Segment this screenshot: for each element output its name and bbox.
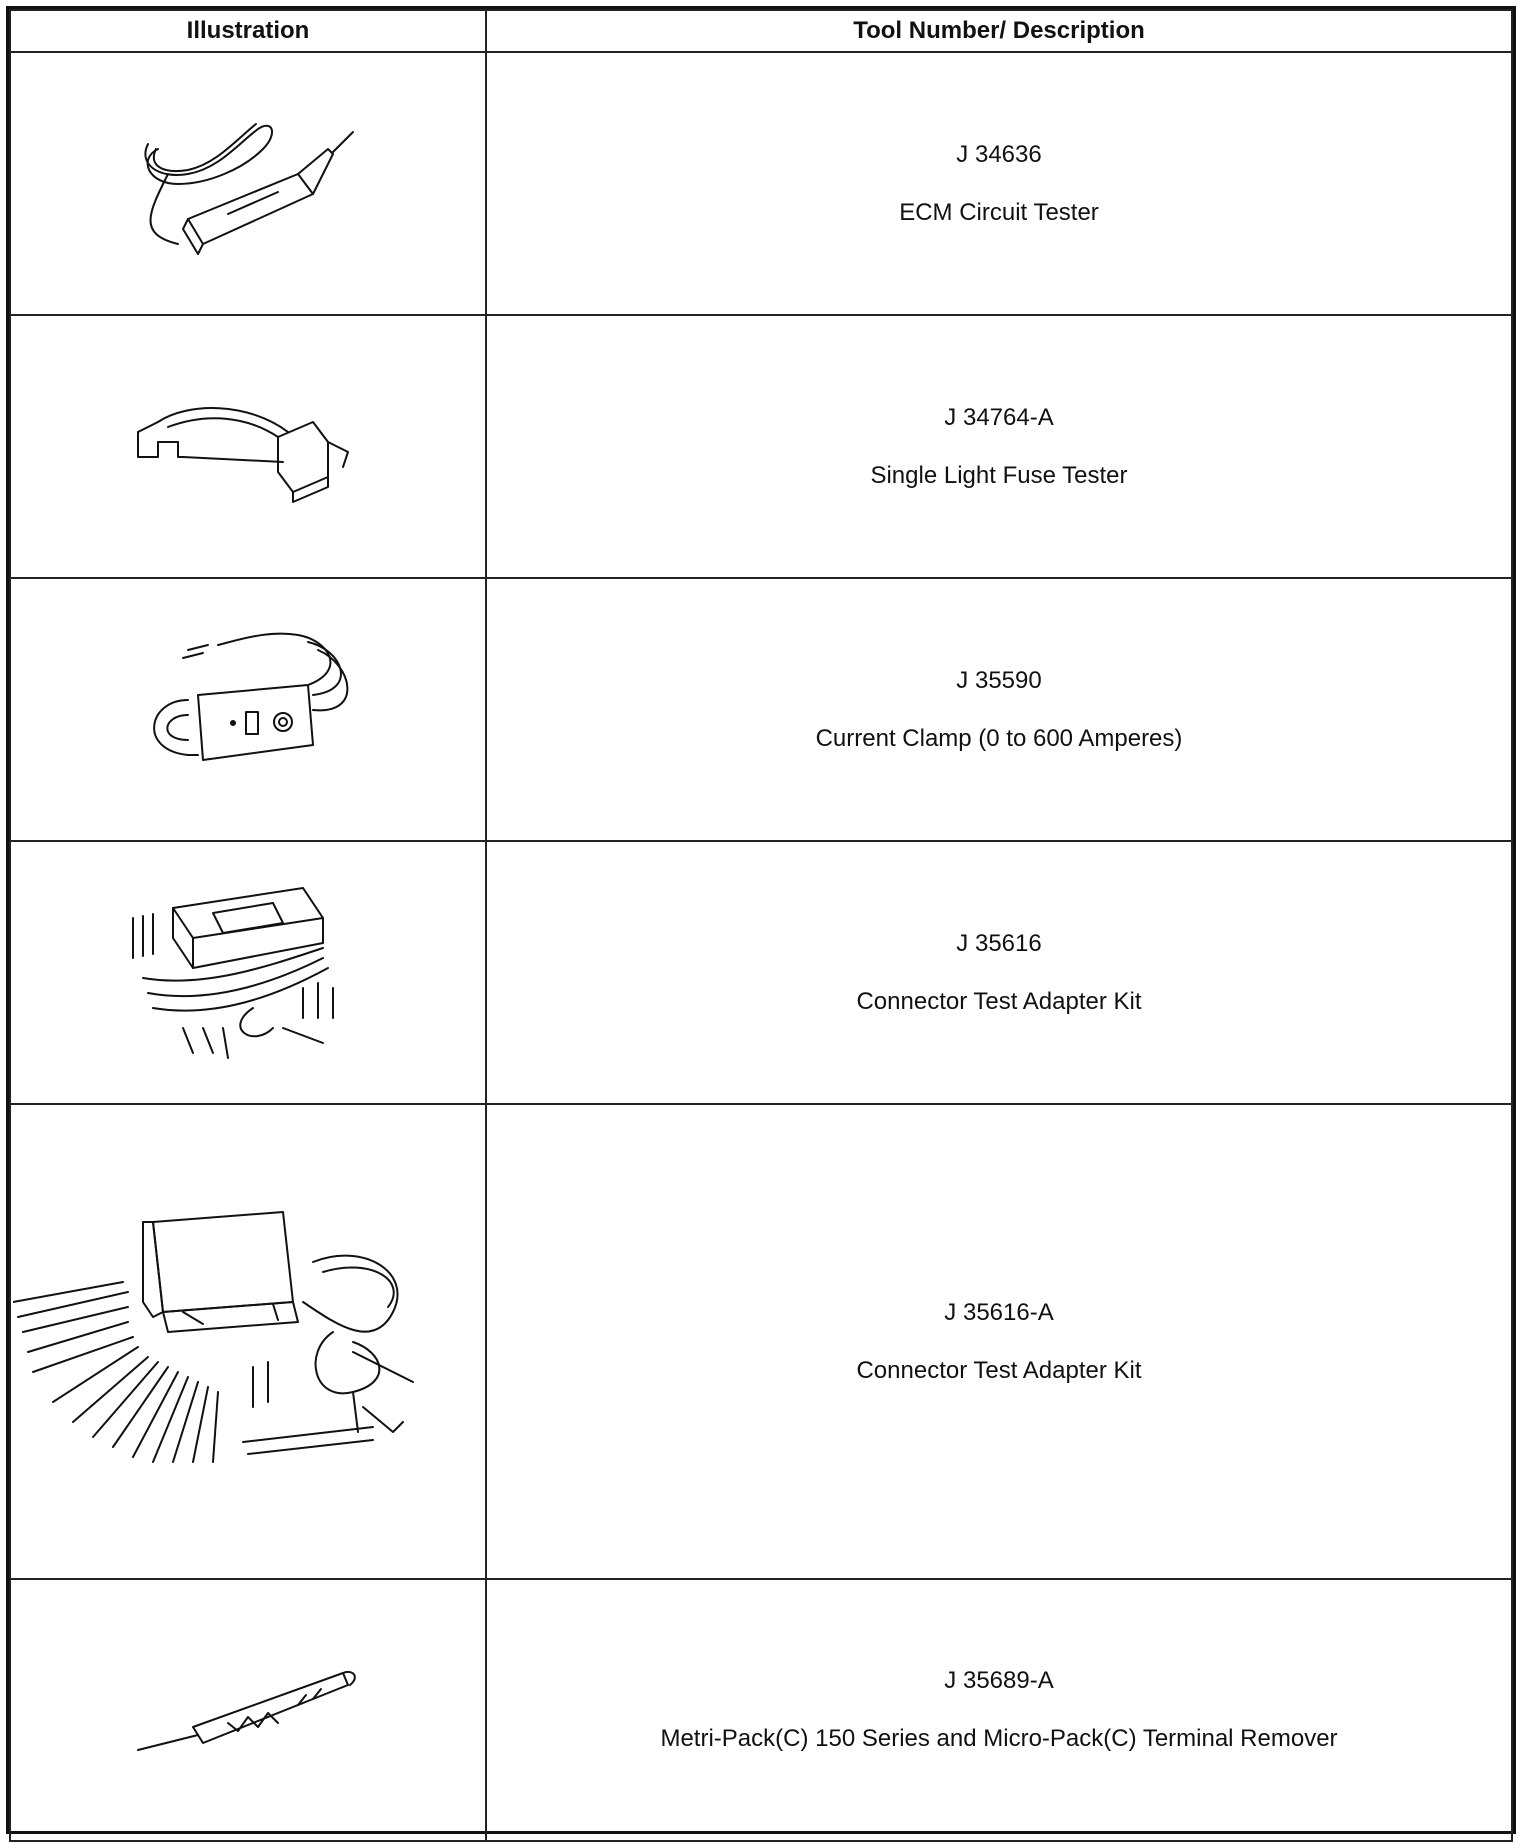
description-cell — [486, 841, 1512, 1104]
description-cell — [486, 1104, 1512, 1579]
tool-description: ECM Circuit Tester — [899, 198, 1099, 226]
tool-number: J 35616-A — [944, 1298, 1054, 1326]
description-cell — [486, 315, 1512, 578]
tool-description: Current Clamp (0 to 600 Amperes) — [815, 724, 1183, 752]
illustration-cell — [10, 1104, 486, 1579]
table-row — [10, 1579, 1512, 1841]
illustration-cell — [10, 315, 486, 578]
tool-number: J 35689-A — [944, 1667, 1054, 1694]
table-header-row — [10, 10, 1512, 52]
table-row — [10, 841, 1512, 1104]
ecm-circuit-tester-illustration — [128, 104, 368, 264]
terminal-remover-illustration — [128, 1655, 368, 1765]
illustration-cell — [10, 578, 486, 841]
illustration-cell — [10, 841, 486, 1104]
header-illustration: Illustration — [10, 10, 486, 52]
tool-number: J 34764-A — [944, 403, 1054, 431]
tool-table-frame — [6, 6, 1516, 1834]
tool-number: J 35616 — [956, 929, 1042, 957]
description-cell — [486, 578, 1512, 841]
tool-description: Metri-Pack(C) 150 Series and Micro-Pack(C) Terminal Remover — [660, 1725, 1338, 1752]
description-cell — [486, 52, 1512, 315]
adapter-kit-illustration — [123, 878, 373, 1068]
adapter-kit-a-illustration — [13, 1192, 483, 1492]
tool-number: J 35590 — [956, 666, 1042, 694]
table-row — [10, 315, 1512, 578]
tool-description: Connector Test Adapter Kit — [856, 1356, 1142, 1384]
description-cell — [486, 1579, 1512, 1841]
tool-table — [9, 9, 1513, 1842]
illustration-cell — [10, 1579, 486, 1841]
table-row — [10, 52, 1512, 315]
tool-description: Single Light Fuse Tester — [870, 461, 1128, 489]
table-row — [10, 1104, 1512, 1579]
tool-description: Connector Test Adapter Kit — [856, 987, 1142, 1015]
fuse-tester-illustration — [128, 382, 368, 512]
current-clamp-illustration — [128, 620, 368, 800]
illustration-cell — [10, 52, 486, 315]
header-description: Tool Number/ Description — [486, 10, 1512, 52]
table-row — [10, 578, 1512, 841]
tool-number: J 34636 — [956, 140, 1042, 168]
